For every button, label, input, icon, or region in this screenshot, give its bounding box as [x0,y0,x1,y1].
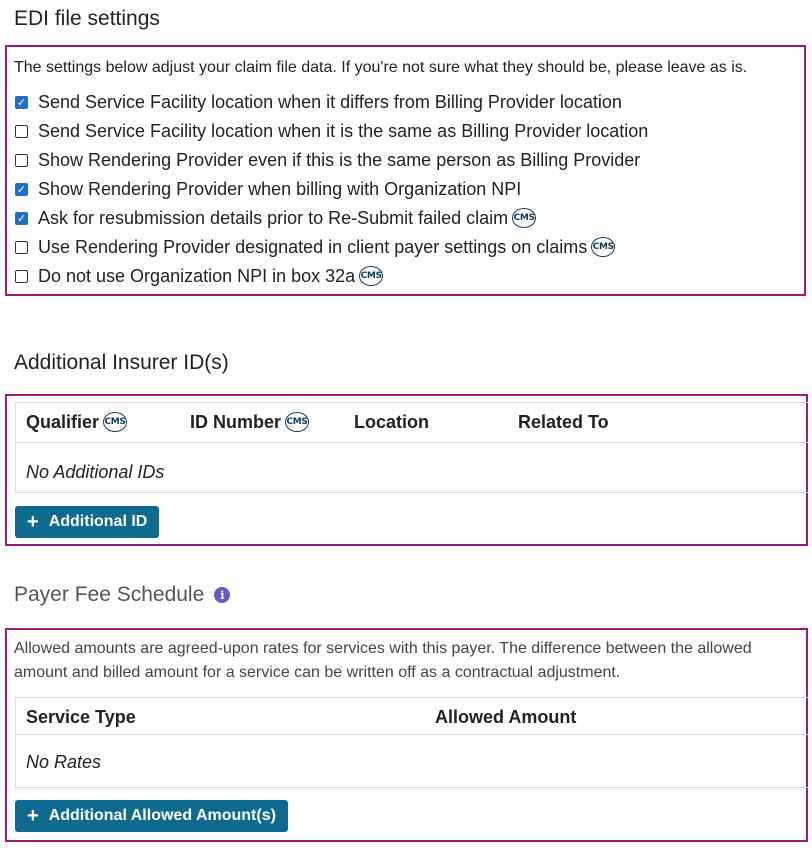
fee-schedule-table [15,697,808,788]
fee-intro-text [14,637,752,685]
cms-icon[interactable]: CMS [103,412,127,432]
fee-intro-line: amount and billed amount for a service can be written off as a contractual adjustment. [14,664,621,681]
option-show-rendering-same-person[interactable] [15,147,640,173]
option-label: Send Service Facility location when it differs from Billing Provider location [38,91,622,112]
cms-icon[interactable]: CMS [359,266,383,286]
checkbox[interactable] [15,125,28,138]
option-label: Show Rendering Provider even if this is the same person as Billing Provider [38,149,641,170]
insurer-ids-title: Additional Insurer ID(s) [14,351,229,374]
option-label: Use Rendering Provider designated in client payer settings on claims [38,236,588,257]
button-label: Additional ID [48,513,148,530]
divider [16,734,808,735]
add-allowed-amount-button[interactable] [15,800,288,832]
option-service-facility-same[interactable] [15,118,648,144]
column-header-service-type: Service Type [26,706,136,727]
edi-settings-panel [5,45,806,296]
option-ask-resubmission[interactable] [15,205,536,231]
checkbox[interactable] [15,96,28,109]
option-label: Do not use Organization NPI in box 32a [38,265,356,286]
column-label: ID Number [190,411,282,432]
column-header-id-number [190,409,309,435]
button-label: Additional Allowed Amount(s) [48,807,276,824]
empty-state-text: No Rates [26,752,102,772]
option-label: Show Rendering Provider when billing with Organization NPI [38,178,522,199]
cms-icon[interactable]: CMS [512,208,536,228]
fee-intro-line: Allowed amounts are agreed-upon rates for services with this payer. The difference between the allowed [14,640,752,657]
divider [16,442,808,443]
checkbox[interactable] [15,183,28,196]
insurer-ids-table [15,402,808,493]
add-additional-id-button[interactable] [15,506,159,538]
fee-schedule-panel [5,628,808,842]
option-label: Ask for resubmission details prior to Re-Submit failed claim [38,207,509,228]
checkbox[interactable] [15,241,28,254]
fee-schedule-title: Payer Fee Schedule [14,583,205,606]
plus-icon: + [27,511,39,533]
option-no-org-npi-32a[interactable] [15,263,383,289]
option-show-rendering-org-npi[interactable] [15,176,521,202]
option-use-rendering-provider[interactable] [15,234,615,260]
plus-icon: + [27,805,39,827]
checkbox[interactable] [15,270,28,283]
cms-icon[interactable]: CMS [285,412,309,432]
edi-intro-text: The settings below adjust your claim file data. If you're not sure what they should be, please leave as is. [14,59,748,76]
cms-icon[interactable]: CMS [591,237,615,257]
edi-settings-title: EDI file settings [14,7,160,30]
column-header-allowed-amount: Allowed Amount [435,706,577,727]
empty-state-text: No Additional IDs [26,462,165,482]
column-header-qualifier [26,409,127,435]
info-icon[interactable]: i [214,587,230,603]
checkbox[interactable] [15,212,28,225]
checkbox[interactable] [15,154,28,167]
column-header-location: Location [354,411,429,432]
fee-schedule-title-row [14,583,230,607]
column-header-related-to: Related To [518,411,609,432]
option-label: Send Service Facility location when it is the same as Billing Provider location [38,120,649,141]
column-label: Qualifier [26,411,100,432]
insurer-ids-panel [5,394,808,546]
option-service-facility-differs[interactable] [15,89,622,115]
